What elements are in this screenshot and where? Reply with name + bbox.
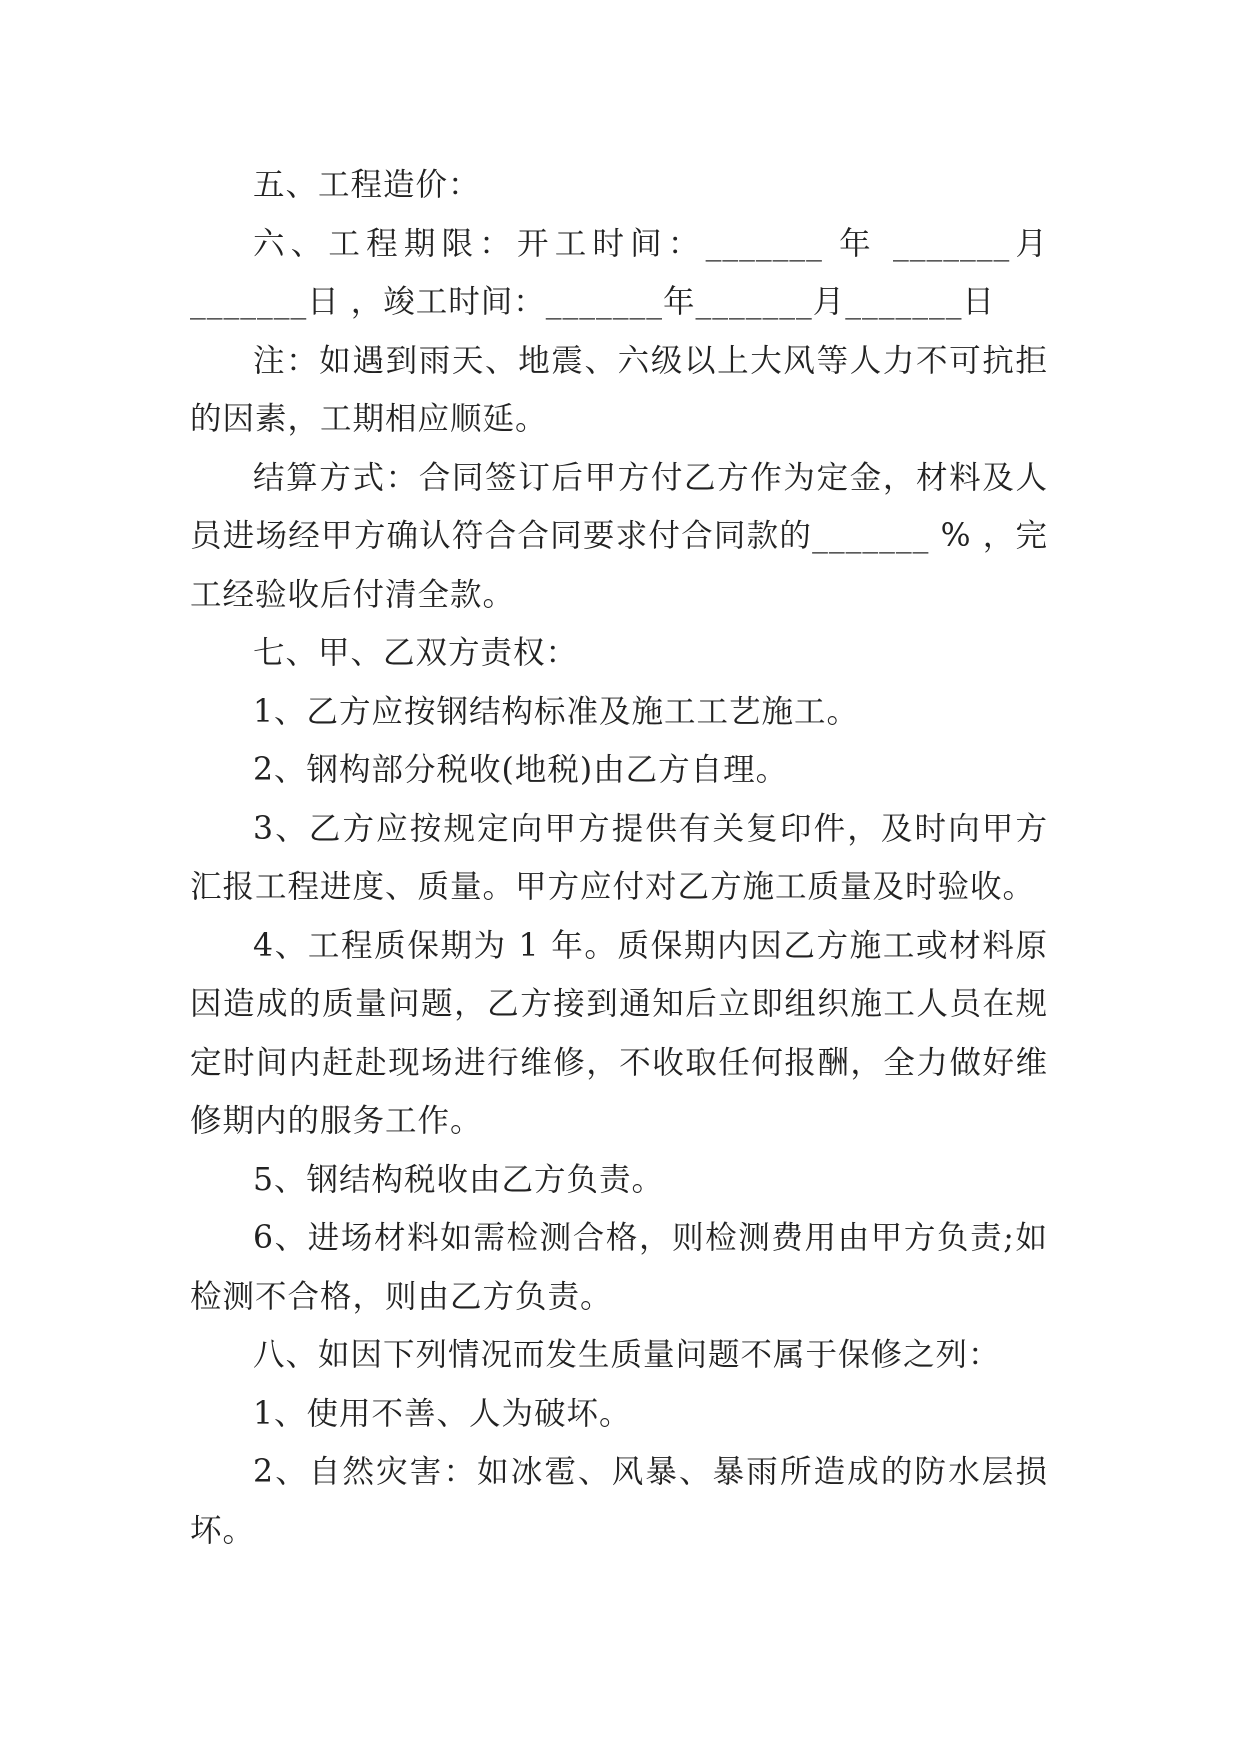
settlement-method: 结算方式：合同签订后甲方付乙方作为定金，材料及人员进场经甲方确认符合合同要求付合同款的_______ % ，完工经验收后付清全款。	[190, 459, 1048, 613]
clause-7-6: 6、进场材料如需检测合格，则检测费用由甲方负责;如检测不合格，则由乙方负责。	[190, 1220, 1048, 1315]
clause-7-2: 2、钢构部分税收(地税)由乙方自理。	[253, 752, 789, 788]
section-8-exclusions: 八、如因下列情况而发生质量问题不属于保修之列：	[253, 1337, 1001, 1373]
clause-7-3: 3、乙方应按规定向甲方提供有关复印件，及时向甲方汇报工程进度、质量。甲方应付对乙方施工质量及时验收。	[190, 810, 1048, 905]
document-body	[190, 156, 1048, 1560]
clause-7-5: 5、钢结构税收由乙方负责。	[253, 1161, 665, 1198]
clause-7-4: 4、工程质保期为 1 年。质保期内因乙方施工或材料原因造成的质量问题，乙方接到通知后立即组织施工人员在规定时间内赶赴现场进行维修，不收取任何报酬，全力做好维修期内的服务工作。	[190, 927, 1048, 1139]
schedule-note: 注：如遇到雨天、地震、六级以上大风等人力不可抗拒的因素，工期相应顺延。	[190, 342, 1048, 437]
clause-7-1: 1、乙方应按钢结构标准及施工工艺施工。	[253, 693, 860, 730]
section-7-responsibilities: 七、甲、乙双方责权：	[253, 635, 579, 671]
section-6-schedule: 六、工程期限：开工时间：_______ 年 _______月_______日 ，竣工时间：_______年_______月_______日	[190, 225, 1048, 320]
clause-8-2: 2、自然灾害：如冰雹、风暴、暴雨所造成的防水层损坏。	[190, 1454, 1048, 1549]
section-5-cost: 五、工程造价：	[253, 167, 481, 203]
clause-8-1: 1、使用不善、人为破坏。	[253, 1395, 632, 1432]
